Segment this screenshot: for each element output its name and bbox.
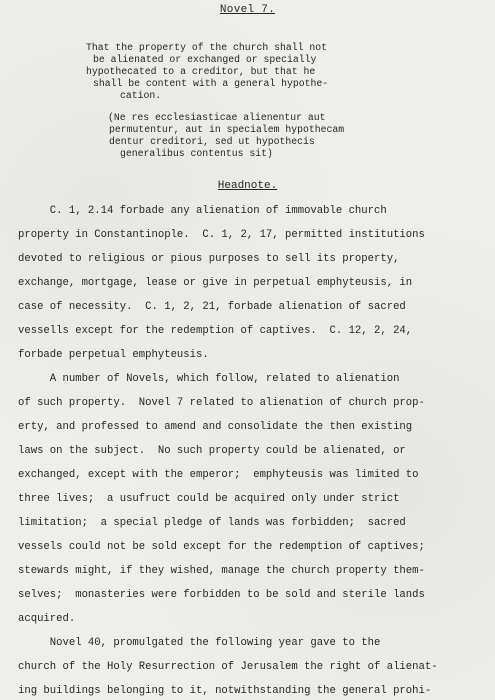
summary-line: cation. xyxy=(120,90,162,101)
body-line: C. 1, 2.14 forbade any alienation of immovable church xyxy=(18,205,387,217)
body-line: vessells except for the redemption of captives. C. 12, 2, 24, xyxy=(18,325,413,337)
latin-line: generalibus contentus sit) xyxy=(120,148,273,159)
body-line: acquired. xyxy=(18,613,76,625)
body-line: selves; monasteries were forbidden to be sold and sterile lands xyxy=(18,589,425,601)
body-line: erty, and professed to amend and consolidate the then existing xyxy=(18,421,413,433)
body-line: property in Constantinople. C. 1, 2, 17, permitted institutions xyxy=(18,229,425,241)
summary-line: That the property of the church shall not xyxy=(86,42,328,53)
summary-line: be alienated or exchanged or specially xyxy=(93,54,317,65)
summary-line: hypothecated to a creditor, but that he xyxy=(86,66,316,77)
body-line: exchange, mortgage, lease or give in perpetual emphyteusis, in xyxy=(18,277,413,289)
body-line: forbade perpetual emphyteusis. xyxy=(18,349,209,361)
body-line: case of necessity. C. 1, 2, 21, forbade alienation of sacred xyxy=(18,301,406,313)
body-line: three lives; a usufruct could be acquired only under strict xyxy=(18,493,400,505)
body-line: A number of Novels, which follow, related to alienation xyxy=(18,373,400,385)
body-line: devoted to religious or pious purposes to sell its property, xyxy=(18,253,400,265)
body-line: limitation; a special pledge of lands was forbidden; sacred xyxy=(18,517,406,529)
summary-line: shall be content with a general hypothe- xyxy=(93,78,329,89)
body-line: vessels could not be sold except for the redemption of captives; xyxy=(18,541,425,553)
body-line: exchanged, except with the emperor; emphyteusis was limited to xyxy=(18,469,419,481)
body-line: of such property. Novel 7 related to alienation of church prop- xyxy=(18,397,425,409)
document-title: Novel 7. xyxy=(219,4,276,16)
headnote-heading: Headnote. xyxy=(217,180,278,192)
body-line: Novel 40, promulgated the following year gave to the xyxy=(18,637,381,649)
latin-line: (Ne res ecclesiasticae alienentur aut xyxy=(108,112,326,123)
latin-line: permutentur, aut in specialem hypothecam xyxy=(109,124,345,135)
body-line: stewards might, if they wished, manage the church property them- xyxy=(18,565,425,577)
body-line: ing buildings belonging to it, notwithstanding the general prohi- xyxy=(18,685,432,697)
body-line: church of the Holy Resurrection of Jerusalem the right of alienat- xyxy=(18,661,438,673)
latin-line: dentur creditori, sed ut hypothecis xyxy=(109,136,315,147)
body-line: laws on the subject. No such property could be alienated, or xyxy=(18,445,406,457)
